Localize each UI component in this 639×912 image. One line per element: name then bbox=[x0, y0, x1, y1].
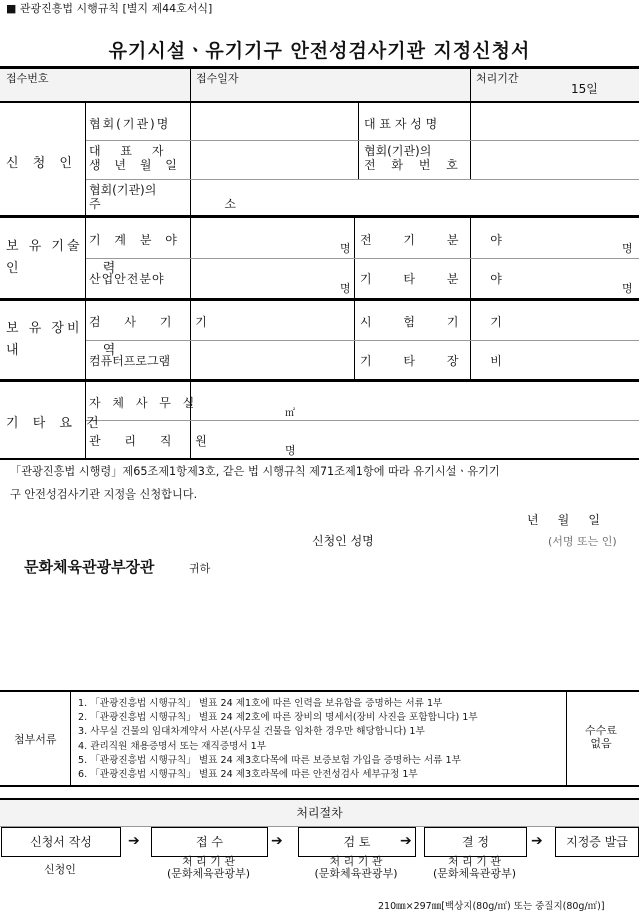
inspection-field[interactable] bbox=[191, 302, 353, 339]
attachment-item: 1. 「관광진흥법 시행규칙」 별표 24 제1호에 따른 인력을 보유함을 증명하는 서류 1부 bbox=[78, 698, 443, 709]
address-label: 협회(기관)의 주 소 bbox=[89, 183, 296, 211]
attachment-item: 2. 「관광진흥법 시행규칙」 별표 24 제2호에 따른 장비의 명세서(장비 사진을 포함합니다) 1부 bbox=[78, 712, 478, 724]
header-row bbox=[0, 69, 639, 101]
other-equip-field[interactable] bbox=[471, 341, 638, 378]
receipt-no-label: 접수번호 bbox=[6, 72, 49, 85]
mech-field[interactable] bbox=[191, 219, 353, 257]
process-title: 처리절차 bbox=[296, 806, 343, 820]
other-req-section-label: 기 타 요 건 bbox=[6, 416, 104, 431]
mech-unit: 명 bbox=[340, 242, 351, 255]
sign-hint: (서명 또는 인) bbox=[548, 535, 617, 548]
rep-birth-field[interactable] bbox=[191, 141, 357, 178]
rep-name-label: 대 표 자 성 명 bbox=[364, 117, 438, 131]
paper-spec-footer: 210㎜×297㎜[백상지(80g/㎡) 또는 중질지(80g/㎡)] bbox=[378, 901, 605, 912]
arrow-icon: ➔ bbox=[531, 833, 543, 849]
safety-field[interactable] bbox=[191, 259, 353, 297]
inspection-label: 검 사 기 기 bbox=[89, 315, 217, 329]
attachment-item: 5. 「관광진흥법 시행규칙」 별표 24 제3호다목에 따른 보증보험 가입을 증명하는 서류 1부 bbox=[78, 754, 461, 766]
office-unit: ㎡ bbox=[285, 408, 295, 419]
arrow-icon: ➔ bbox=[400, 833, 412, 849]
statement-line-2: 구 안전성검사기관 지정을 신청합니다. bbox=[10, 488, 198, 501]
step-receive: 접 수 bbox=[151, 827, 268, 857]
receipt-date-label: 접수일자 bbox=[196, 72, 239, 85]
safety-unit: 명 bbox=[340, 282, 351, 295]
elec-unit: 명 bbox=[622, 242, 633, 255]
attachment-item: 4. 관리직원 채용증명서 또는 재직증명서 1부 bbox=[78, 740, 267, 752]
staff-unit: 명 bbox=[285, 444, 296, 457]
elec-label: 전 기 분 야 bbox=[360, 233, 516, 247]
processing-period-value: 15일 bbox=[571, 82, 598, 96]
office-field[interactable] bbox=[191, 383, 638, 419]
step-issue: 지정증 발급 bbox=[555, 827, 639, 857]
rep-birth-label: 대 표 자 생 년 월 일 bbox=[89, 144, 182, 172]
attachments-list bbox=[78, 697, 478, 782]
form-title: 유기시설ㆍ유기기구 안전성검사기관 지정신청서 bbox=[108, 40, 531, 62]
actor-applicant: 신청인 bbox=[44, 863, 76, 876]
safety-label: 산업안전분야 bbox=[89, 272, 165, 286]
attachment-item: 3. 사무실 건물의 임대차계약서 사본(사무실 건물을 임차한 경우만 해당합니다) 1부 bbox=[78, 726, 425, 738]
mech-label: 기 계 분 야 bbox=[89, 233, 182, 247]
org-name-label: 협회(기관)명 bbox=[89, 117, 171, 131]
technicians-section-label: 보 유 기술 인 력 bbox=[6, 239, 156, 276]
phone-label: 협회(기관)의 전 화 번 호 bbox=[364, 144, 464, 172]
step-apply: 신청서 작성 bbox=[1, 827, 121, 857]
staff-field[interactable] bbox=[191, 421, 638, 457]
software-label: 컴퓨터프로그램 bbox=[89, 354, 171, 368]
statement-line-1: 「관광진흥법 시행령」제65조제1항제3호, 같은 법 시행규칙 제71조제1항에 따라 유기시설ㆍ유기기 bbox=[10, 465, 500, 478]
software-field[interactable] bbox=[191, 341, 353, 378]
attachments-label: 첨부서류 bbox=[14, 733, 57, 746]
rep-name-field[interactable] bbox=[471, 104, 638, 139]
elec-field[interactable] bbox=[471, 219, 638, 257]
staff-label: 관 리 직 원 bbox=[89, 434, 217, 448]
office-label: 자 체 사 무 실 bbox=[89, 396, 199, 410]
step-decision: 결 정 bbox=[424, 827, 527, 857]
date-line: 년 월 일 bbox=[527, 513, 600, 527]
equipment-section-label: 보 유 장비 내 역 bbox=[6, 321, 156, 358]
actor-agency: 처 리 기 관 (문화체육관광부) bbox=[314, 855, 398, 880]
form-label: ■ 관광진흥법 시행규칙 [별지 제44호서식] bbox=[6, 2, 213, 15]
signer-label: 신청인 성명 bbox=[312, 534, 374, 548]
other-tech-field[interactable] bbox=[471, 259, 638, 297]
test-field[interactable] bbox=[471, 302, 638, 339]
applicant-section-label: 신 청 인 bbox=[6, 156, 77, 171]
actor-agency: 처 리 기 관 (문화체육관광부) bbox=[167, 855, 250, 880]
test-label: 시 험 기 기 bbox=[360, 315, 516, 329]
addressee-suffix: 귀하 bbox=[189, 562, 211, 575]
phone-field[interactable] bbox=[471, 141, 638, 178]
addressee: 문화체육관광부장관 bbox=[24, 558, 155, 576]
other-tech-unit: 명 bbox=[622, 282, 633, 295]
address-field[interactable] bbox=[191, 181, 638, 214]
arrow-icon: ➔ bbox=[271, 833, 283, 849]
processing-period-label: 처리기간 bbox=[476, 72, 519, 85]
org-name-field[interactable] bbox=[191, 104, 357, 139]
step-review: 검 토 bbox=[298, 827, 416, 857]
actor-agency: 처 리 기 관 (문화체육관광부) bbox=[433, 855, 516, 880]
fee-label: 수수료 없음 bbox=[585, 724, 617, 750]
other-tech-label: 기 타 분 야 bbox=[360, 272, 516, 286]
attachment-item: 6. 「관광진흥법 시행규칙」 별표 24 제3호라목에 따른 안전성검사 세부규정 1부 bbox=[78, 769, 418, 781]
arrow-icon: ➔ bbox=[128, 833, 140, 849]
other-equip-label: 기 타 장 비 bbox=[360, 354, 516, 368]
